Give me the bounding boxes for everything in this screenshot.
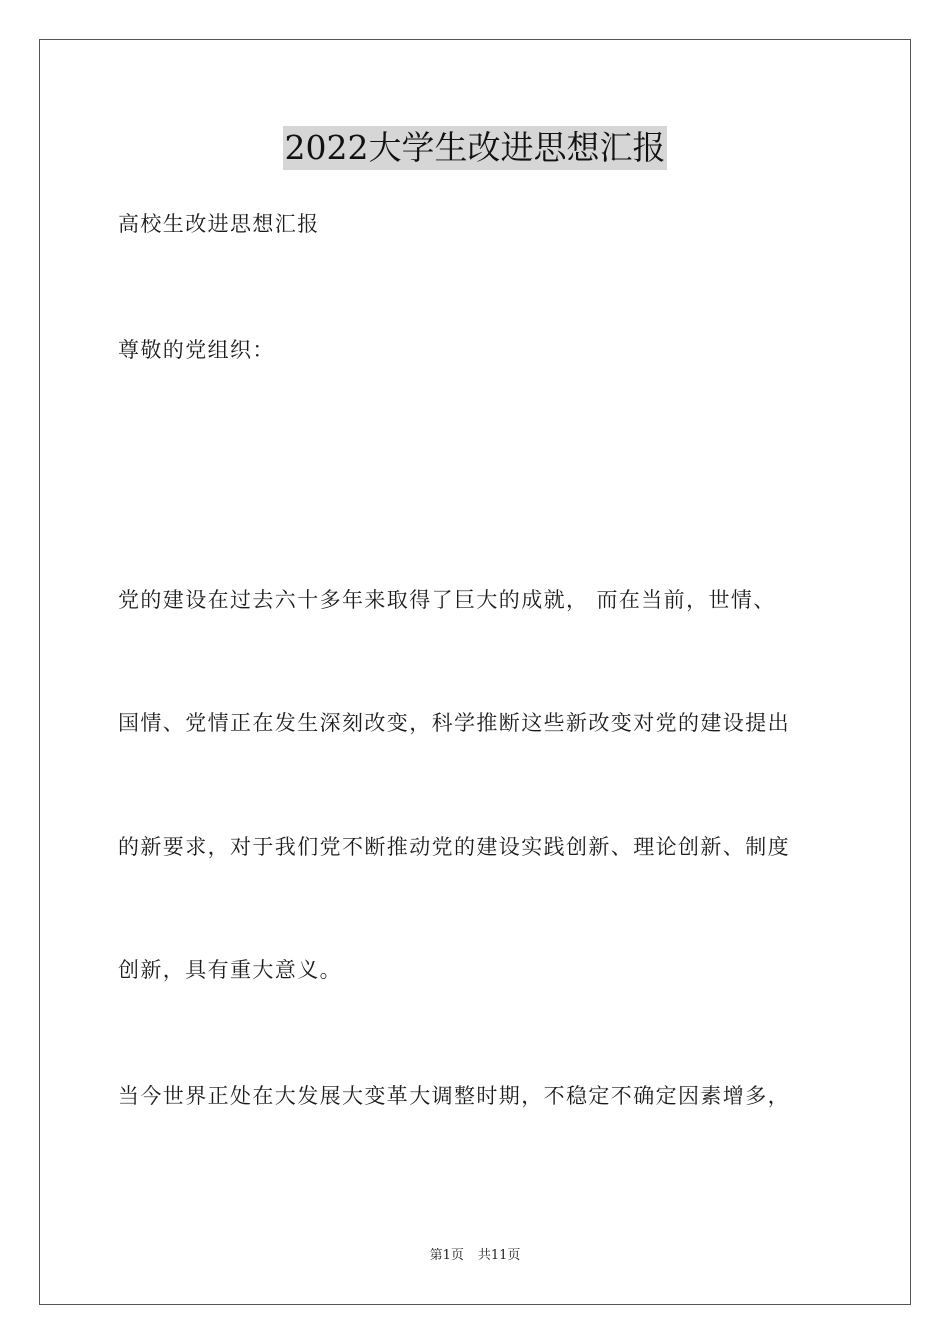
body-line: 创新，具有重大意义。 xyxy=(118,958,342,982)
salutation-line: 尊敬的党组织： xyxy=(118,338,275,362)
subtitle-line: 高校生改进思想汇报 xyxy=(118,212,320,236)
body-line: 国情、党情正在发生深刻改变，科学推断这些新改变对党的建设提出 xyxy=(118,711,790,735)
page-current: 第1页 xyxy=(429,1248,464,1263)
body-line: 的新要求，对于我们党不断推动党的建设实践创新、理论创新、制度 xyxy=(118,835,790,859)
page-total: 共11页 xyxy=(477,1248,521,1263)
page-footer xyxy=(0,1247,950,1265)
body-line: 当今世界正处在大发展大变革大调整时期，不稳定不确定因素增多， xyxy=(118,1084,790,1108)
body-line: 党的建设在过去六十多年来取得了巨大的成就， 而在当前，世情、 xyxy=(118,588,776,612)
title-container xyxy=(0,126,950,170)
document-title: 2022大学生改进思想汇报 xyxy=(283,126,668,170)
